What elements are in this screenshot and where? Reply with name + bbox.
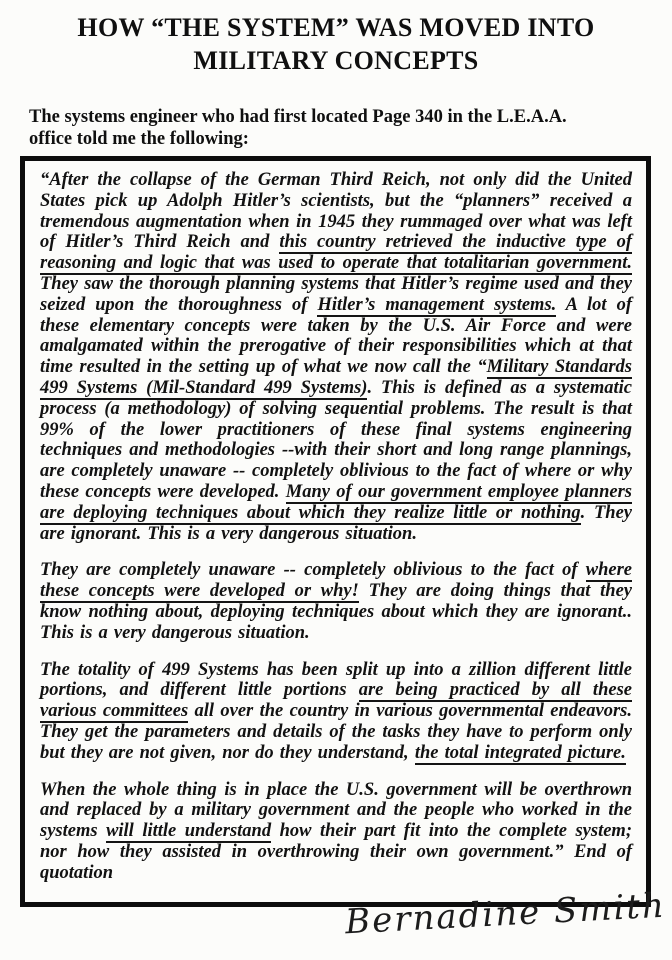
text-segment: . They are ignorant. This is a very dangerous situation. (40, 502, 632, 544)
underlined-phrase: where these concepts were developed or why! (40, 560, 632, 602)
quote-paragraph (40, 660, 632, 764)
underlined-phrase: will little understand (106, 821, 272, 842)
quote-paragraph (40, 170, 632, 544)
text-segment: A lot of these elementary concepts were taken by the U.S. Air Force and were amalgamated within the prerogative of their responsibilities which at that time resulted in the setting up of what we now call the “ (40, 294, 632, 378)
page-title (0, 0, 672, 77)
text-segment: . This is defined as a systematic process (a methodology) of solving sequential problems. The result is that 99% of the lower practitioners of these final systems engineering techniques and methodologies --with their short and long range plannings, are completely unaware -- completely oblivious to the fact of where or why these concepts were developed. (40, 377, 632, 502)
underlined-phrase: Hitler’s management systems. (317, 294, 557, 315)
text-segment: how their part fit into the complete system; nor how they assisted in overthrowing their own government.” End of quotation (40, 821, 632, 883)
underlined-phrase: Military Standards 499 Systems (Mil-Standard 499 Systems) (40, 357, 632, 398)
text-segment: When the whole thing is in place the U.S. government will be overthrown and replaced by a military government and the people who worked in the systems (40, 779, 632, 842)
text-segment: They are completely unaware -- completely oblivious to the fact of (40, 560, 586, 581)
intro-line-1: The systems engineer who had first located Page 340 in the L.E.A.A. (29, 107, 567, 127)
text-segment: They are doing things that they know nothing about, deploying techniques about which they are ignorant.. This is a very dangerous situation. (40, 581, 633, 643)
quote-paragraph (40, 560, 632, 643)
quote-box (20, 156, 651, 907)
intro-line-2: office told me the following: (29, 128, 249, 149)
intro-paragraph (29, 107, 654, 150)
text-segment: They saw the thorough planning systems that Hitler’s regime used and they seized upon the thoroughness of (40, 273, 632, 315)
signature: Bernadine Smith (344, 885, 667, 943)
text-segment: all over the country in various governmental endeavors. They get the parameters and details of the tasks they have to perform only but they are not given, nor do they understand, (40, 701, 633, 763)
text-segment: The totality of 499 Systems has been split up into a zillion different little portions, and different little portions (40, 659, 632, 701)
text-segment: “After the collapse of the German Third Reich, not only did the United States pick up Adolph Hitler’s scientists, but the “planners” received a tremendous augmentation when in 1945 they rummaged over what was left of Hitler’s Third Reich and (40, 170, 632, 253)
underlined-phrase: are being practiced by all these various committees (40, 680, 632, 722)
underlined-phrase: this country retrieved the inductive type of reasoning and logic that was used to operate that totalitarian government. (40, 232, 632, 274)
page-title-line-1: HOW “THE SYSTEM” WAS MOVED INTO (77, 13, 595, 42)
underlined-phrase: the total integrated picture. (414, 742, 626, 763)
underlined-phrase: Many of our government employee planners are deploying techniques about which they realize little or nothing (40, 481, 632, 523)
page-title-line-2: MILITARY CONCEPTS (193, 46, 479, 75)
quote-paragraph (40, 780, 632, 884)
